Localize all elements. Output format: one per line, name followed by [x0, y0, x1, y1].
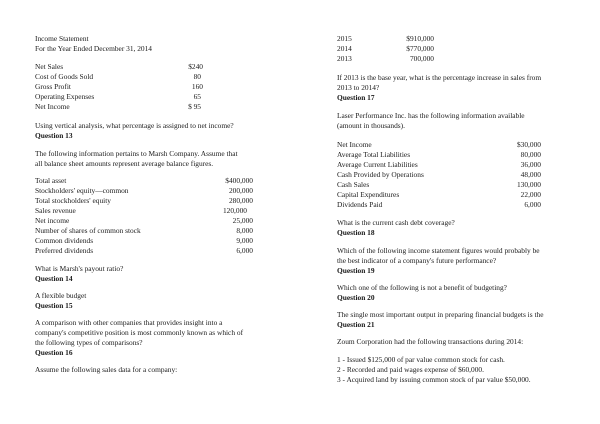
laser-row-label: Capital Expenditures [337, 190, 400, 199]
answer-text: A flexible budget [35, 291, 87, 300]
marsh-row-label: Number of shares of common stock [35, 226, 141, 235]
question-text: Which one of the following is not a benefit of budgeting? [337, 283, 507, 292]
question-text: What is Marsh's payout ratio? [35, 264, 124, 273]
income-row-label: Operating Expenses [35, 92, 95, 101]
question-16-label: Question 16 [35, 348, 73, 357]
question-15-label: Question 15 [35, 301, 73, 310]
question-17-label: Question 17 [337, 93, 375, 102]
sales-value: 700,000 [409, 54, 434, 63]
laser-row-value: $30,000 [516, 140, 541, 149]
marsh-row-value: 280,000 [228, 196, 253, 205]
marsh-row-value: 8,000 [236, 226, 253, 235]
marsh-row-value: 9,000 [236, 236, 253, 245]
marsh-row-label: Stockholders' equity—common [35, 186, 129, 195]
sales-year: 2014 [337, 44, 352, 53]
question-13-label: Question 13 [35, 131, 73, 140]
marsh-row-label: Total asset [35, 176, 67, 185]
question-20-label: Question 20 [337, 293, 375, 302]
question-text: Zoum Corporation had the following transactions during 2014: [337, 337, 524, 346]
question-text: the following types of comparisons? [35, 338, 143, 347]
laser-row-label: Dividends Paid [337, 200, 383, 209]
question-19-label: Question 19 [337, 266, 375, 275]
question-text: Laser Performance Inc. has the following information available [337, 111, 525, 120]
statement-period: For the Year Ended December 31, 2014 [35, 44, 152, 53]
question-21-label: Question 21 [337, 320, 375, 329]
question-text: The following information pertains to Marsh Company. Assume that [35, 149, 238, 158]
laser-row-value: 22,000 [520, 190, 541, 199]
marsh-row-label: Sales revenue [35, 206, 76, 215]
laser-row-value: 80,000 [520, 150, 541, 159]
question-text: If 2013 is the base year, what is the percentage increase in sales from [337, 73, 542, 82]
question-text: 2013 to 2014? [337, 83, 380, 92]
laser-row-label: Cash Sales [337, 180, 370, 189]
marsh-row-value: 120,000 [222, 206, 247, 215]
marsh-row-label: Preferred dividends [35, 246, 94, 255]
marsh-row-value: 6,000 [236, 246, 253, 255]
marsh-row-value: $400,000 [225, 176, 253, 185]
income-row-label: Cost of Goods Sold [35, 72, 94, 81]
question-text: Using vertical analysis, what percentage is assigned to net income? [35, 121, 234, 130]
question-text: What is the current cash debt coverage? [337, 218, 455, 227]
marsh-row-value: 200,000 [228, 186, 253, 195]
marsh-row-value: 25,000 [232, 216, 253, 225]
question-text: A comparison with other companies that provides insight into a [35, 318, 223, 327]
laser-row-value: 6,000 [524, 200, 541, 209]
income-row-label: Net Sales [35, 62, 64, 71]
sales-year: 2013 [337, 54, 352, 63]
income-row-value: $240 [188, 62, 203, 71]
income-row-value: 160 [191, 82, 203, 91]
question-text: Assume the following sales data for a company: [35, 365, 178, 374]
laser-row-value: 48,000 [520, 170, 541, 179]
marsh-row-label: Common dividends [35, 236, 94, 245]
laser-row-value: 130,000 [516, 180, 541, 189]
income-row-value: 80 [193, 72, 201, 81]
question-text: the best indicator of a company's future performance? [337, 256, 497, 265]
sales-value: $770,000 [406, 44, 434, 53]
question-18-label: Question 18 [337, 228, 375, 237]
question-14-label: Question 14 [35, 274, 73, 283]
transaction-item: 1 - Issued $125,000 of par value common stock for cash. [337, 355, 505, 364]
laser-row-label: Net Income [337, 140, 372, 149]
laser-row-label: Cash Provided by Operations [337, 170, 424, 179]
income-row-value: $ 95 [188, 102, 201, 111]
income-row-value: 65 [193, 92, 201, 101]
income-row-label: Gross Profit [35, 82, 71, 91]
transaction-item: 2 - Recorded and paid wages expense of $60,000. [337, 365, 484, 374]
question-text: Which of the following income statement figures would probably be [337, 246, 540, 255]
question-text: (amount in thousands). [337, 121, 405, 130]
transaction-item: 3 - Acquired land by issuing common stock of par value $50,000. [337, 375, 531, 384]
laser-row-label: Average Current Liabilities [337, 160, 418, 169]
question-text: all balance sheet amounts represent average balance figures. [35, 159, 214, 168]
laser-row-label: Average Total Liabilities [337, 150, 411, 159]
question-text: The single most important output in preparing financial budgets is the [337, 310, 544, 319]
question-text: company's competitive position is most commonly known as which of [35, 328, 244, 337]
sales-value: $910,000 [406, 34, 434, 43]
statement-title: Income Statement [35, 34, 89, 43]
sales-year: 2015 [337, 34, 352, 43]
marsh-row-label: Total stockholders' equity [35, 196, 111, 205]
laser-row-value: 36,000 [520, 160, 541, 169]
income-row-label: Net Income [35, 102, 70, 111]
marsh-row-label: Net income [35, 216, 70, 225]
